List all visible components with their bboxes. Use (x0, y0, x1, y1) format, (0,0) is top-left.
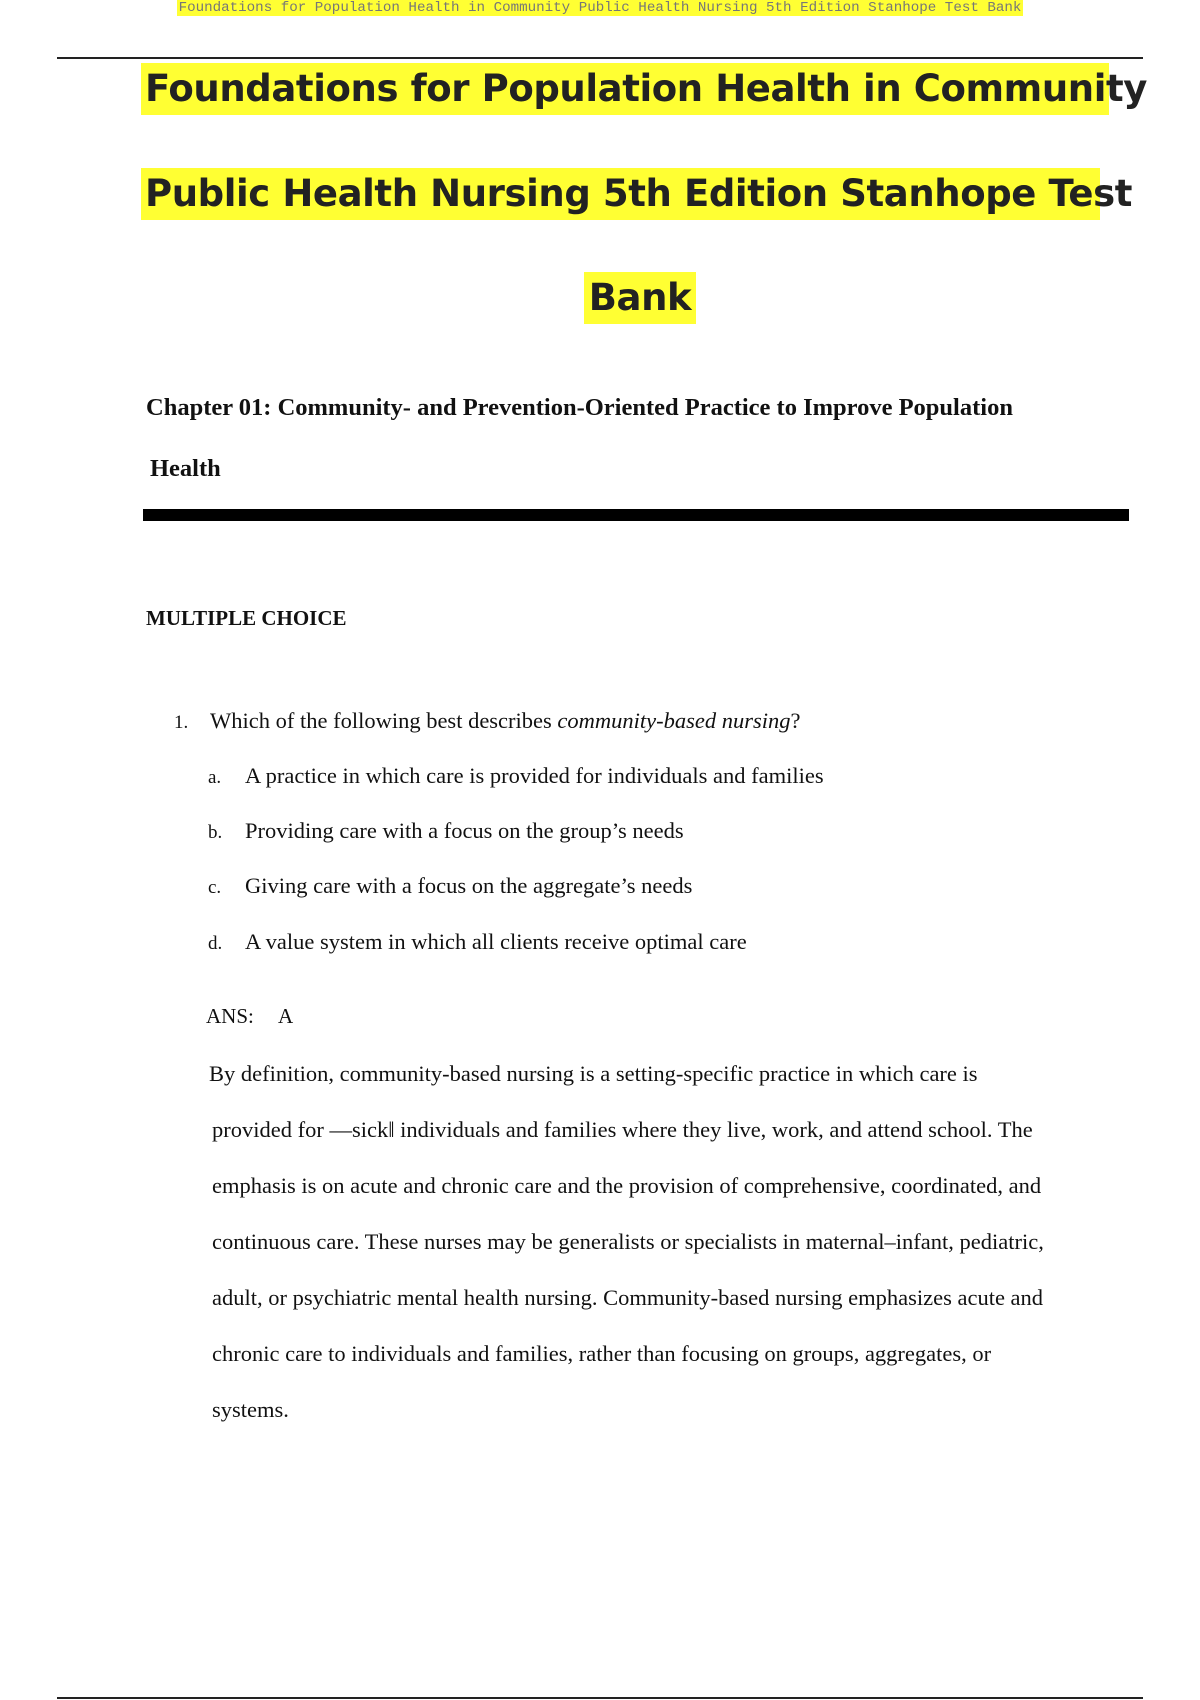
bottom-divider (57, 1697, 1143, 1699)
answer-key (206, 1004, 293, 1029)
option-d (208, 929, 747, 955)
chapter-heading (146, 377, 1106, 499)
option-text: Giving care with a focus on the aggregate’s needs (245, 873, 693, 898)
chapter-divider (143, 509, 1129, 521)
option-letter: b. (208, 822, 223, 843)
answer-value: A (278, 1004, 294, 1028)
option-letter: a. (208, 767, 222, 788)
option-text: A practice in which care is provided for individuals and families (245, 763, 824, 788)
option-c (208, 873, 692, 899)
option-letter: d. (208, 933, 223, 954)
question-text-after: ? (790, 708, 801, 733)
rationale (209, 1046, 1109, 1438)
option-letter: c. (208, 877, 222, 898)
rationale-line: emphasis is on acute and chronic care and the provision of comprehensive, coordinated, and (212, 1173, 1042, 1198)
question-stem (174, 708, 801, 734)
chapter-heading-line-2: Health (150, 455, 221, 482)
rationale-line: adult, or psychiatric mental health nursing. Community-based nursing emphasizes acute and (212, 1285, 1044, 1310)
option-b (208, 818, 684, 844)
rationale-line: provided for ―sick‖ individuals and families where they live, work, and attend school. The (212, 1117, 1033, 1142)
chapter-heading-line-1: Chapter 01: Community- and Prevention-Oriented Practice to Improve Population (146, 394, 1013, 421)
rationale-line: systems. (212, 1397, 289, 1422)
running-header-text: Foundations for Population Health in Community Public Health Nursing 5th Edition Stanhope Test Bank (178, 0, 1022, 16)
title-line-2: Public Health Nursing 5th Edition Stanhope Test (141, 168, 1100, 220)
rationale-line: chronic care to individuals and families, rather than focusing on groups, aggregates, or (212, 1341, 992, 1366)
question-number: 1. (174, 712, 189, 733)
title-line-3: Bank (584, 272, 696, 324)
rationale-line: By definition, community-based nursing is a setting-specific practice in which care is (209, 1061, 978, 1086)
option-text: A value system in which all clients receive optimal care (245, 929, 747, 954)
question-text-emphasis: community-based nursing (557, 708, 791, 733)
section-title: MULTIPLE CHOICE (146, 606, 347, 630)
rationale-line: continuous care. These nurses may be generalists or specialists in maternal–infant, pediatric, (212, 1229, 1044, 1254)
title-line-1: Foundations for Population Health in Community (141, 63, 1109, 115)
running-header (0, 0, 1200, 17)
option-a (208, 763, 824, 789)
top-divider (57, 57, 1143, 59)
answer-label: ANS: (206, 1004, 254, 1028)
question-text-before: Which of the following best describes (210, 708, 558, 733)
option-text: Providing care with a focus on the group’s needs (245, 818, 684, 843)
